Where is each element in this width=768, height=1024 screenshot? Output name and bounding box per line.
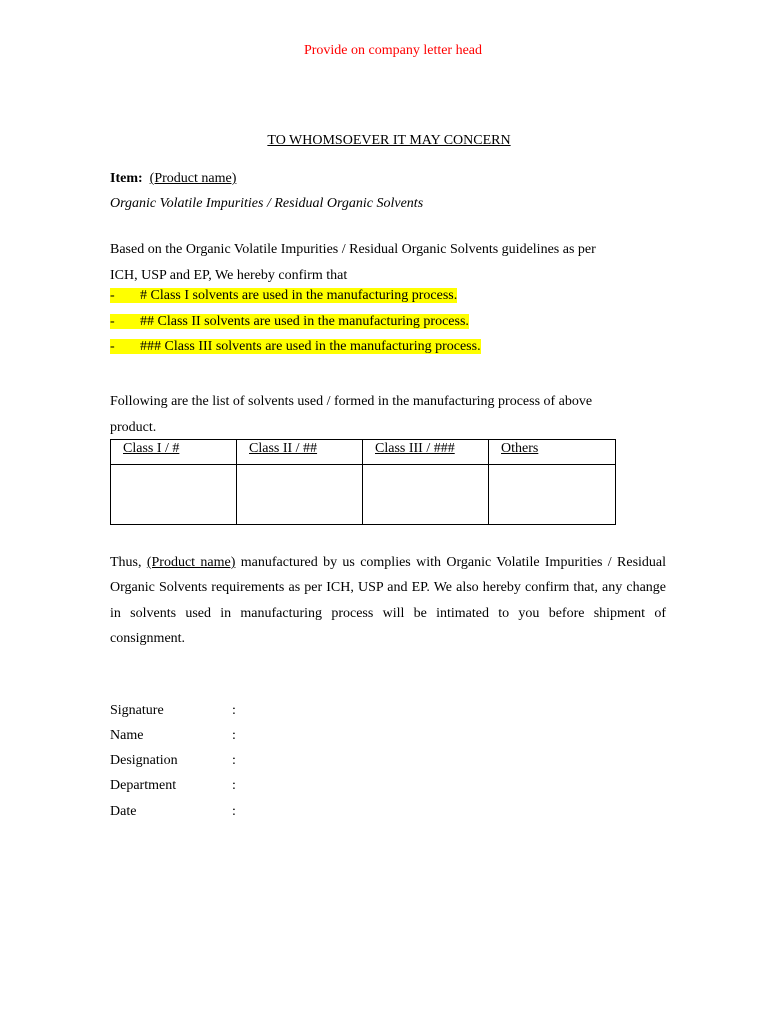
name-row	[110, 728, 236, 744]
list-intro-line-1: Following are the list of solvents used / formed in the manufacturing process of above	[110, 394, 593, 409]
document-heading: TO WHOMSOEVER IT MAY CONCERN	[267, 133, 511, 148]
intro-line-1: Based on the Organic Volatile Impurities / Residual Organic Solvents guidelines as per	[110, 242, 596, 257]
item-product-name: (Product name)	[149, 171, 237, 186]
bullet-text: ## Class II solvents are used in the manufacturing process.	[140, 314, 469, 329]
solvent-table-row	[111, 465, 616, 525]
column-header-class-3: Class III / ###	[363, 440, 489, 465]
conclusion-text: manufactured by us complies with Organic Volatile Impurities / Residual Organic Solvents requirements as per ICH, USP and EP. We also hereby confirm that, any change in solvents used in manufacturing process will be intimated to you before shipment of consignment.	[110, 555, 667, 646]
bullet-dash: -	[110, 288, 115, 303]
department-colon: :	[232, 778, 236, 793]
table-cell-class-3	[363, 465, 489, 525]
document-subtitle: Organic Volatile Impurities / Residual Organic Solvents	[110, 196, 424, 211]
date-label: Date	[110, 804, 137, 819]
bullet-class-3	[110, 339, 481, 355]
letterhead-note: Provide on company letter head	[303, 43, 483, 58]
bullet-dash: -	[110, 339, 115, 354]
signature-row	[110, 703, 236, 719]
bullet-text: # Class I solvents are used in the manufacturing process.	[140, 288, 458, 303]
signature-colon: :	[232, 703, 236, 718]
department-row	[110, 778, 236, 794]
conclusion-product-name: (Product name)	[146, 555, 236, 570]
conclusion-lead: Thus,	[110, 555, 142, 570]
column-header-class-2: Class II / ##	[237, 440, 363, 465]
list-intro-line-2: product.	[110, 419, 157, 435]
name-colon: :	[232, 728, 236, 743]
department-label: Department	[110, 778, 177, 793]
bullet-class-2	[110, 314, 469, 330]
solvent-table-header-row	[111, 440, 616, 465]
table-cell-others	[489, 465, 616, 525]
table-cell-class-2	[237, 465, 363, 525]
date-row	[110, 804, 236, 820]
designation-label: Designation	[110, 753, 178, 768]
table-cell-class-1	[111, 465, 237, 525]
conclusion-paragraph	[110, 550, 666, 651]
intro-paragraph	[110, 237, 670, 288]
date-colon: :	[232, 804, 236, 819]
bullet-class-1	[110, 288, 457, 304]
column-header-others: Others	[489, 440, 616, 465]
solvent-table	[110, 439, 616, 525]
bullet-dash: -	[110, 314, 115, 329]
designation-colon: :	[232, 753, 236, 768]
item-line	[110, 171, 236, 187]
item-label: Item:	[110, 171, 143, 186]
designation-row	[110, 753, 236, 769]
name-label: Name	[110, 728, 144, 743]
column-header-class-1: Class I / #	[111, 440, 237, 465]
bullet-text: ### Class III solvents are used in the manufacturing process.	[140, 339, 481, 354]
signature-label: Signature	[110, 703, 164, 718]
intro-line-2: ICH, USP and EP, We hereby confirm that	[110, 267, 348, 283]
solvent-list-intro	[110, 389, 670, 440]
